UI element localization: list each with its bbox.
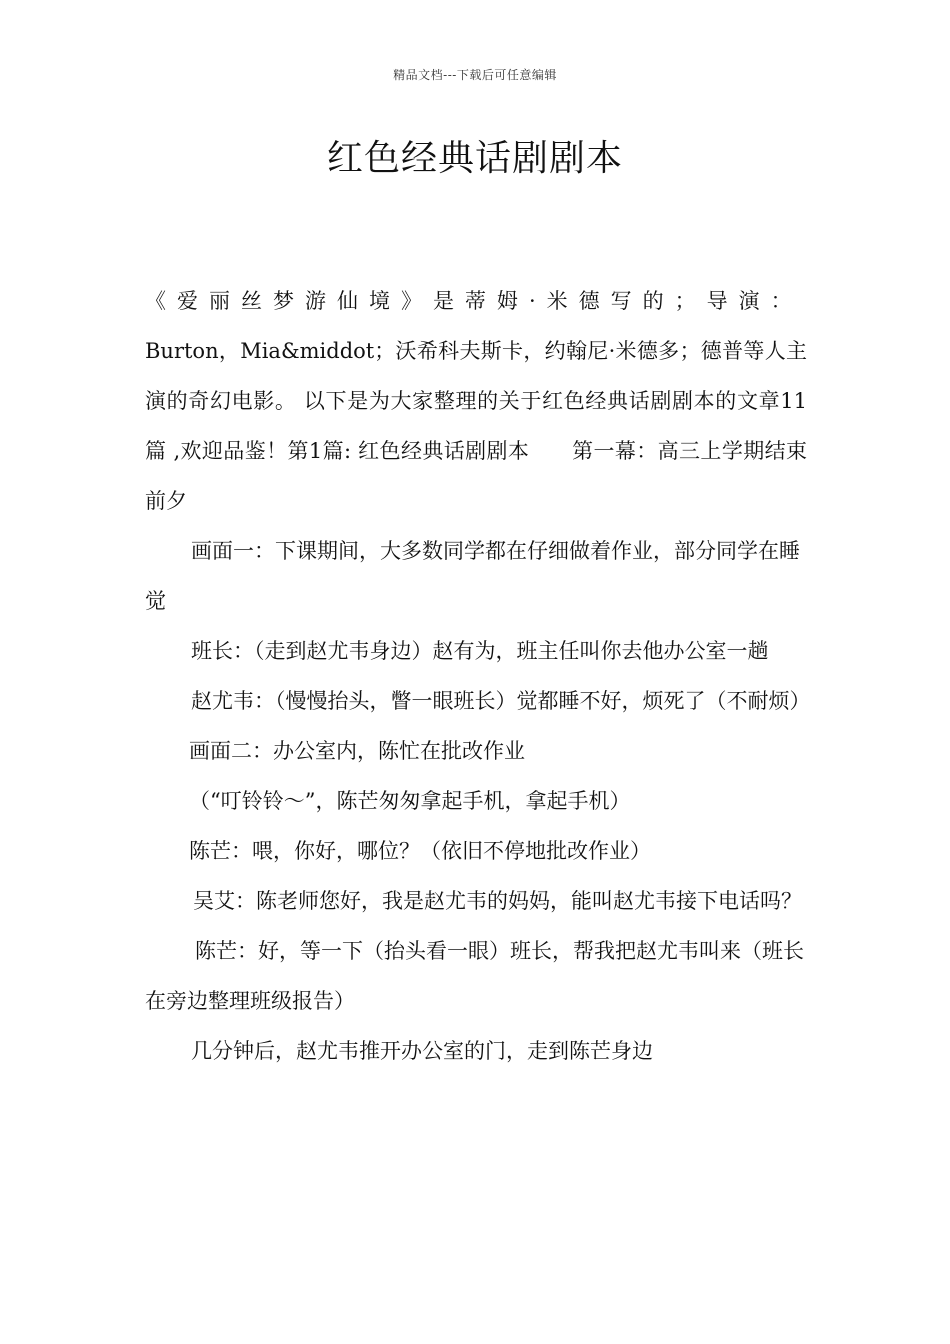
paragraph-minutes-later: 几分钟后，赵尤韦推开办公室的门，走到陈芒身边 <box>191 1039 653 1063</box>
paragraph-monitor-line: 班长：（走到赵尤韦身边）赵有为，班主任叫你去他办公室一趟 <box>191 639 769 663</box>
paragraph-scene-two: 画面二：办公室内，陈忙在批改作业 <box>189 739 525 763</box>
intro-text: Burton，Mia&middot；沃希科夫斯卡，约翰尼·米德多；德普等人主演的奇幻电影。 以下是为大家整理的关于红色经典话剧剧本的文章11篇 ,欢迎品鉴！第1篇: 红色经典话剧剧本 第一幕：高三上学期结束前夕 <box>145 339 807 513</box>
paragraph-phone-ring: （“叮铃铃～”，陈芒匆匆拿起手机，拿起手机） <box>189 789 631 813</box>
intro-paragraph <box>145 276 807 526</box>
paragraph-scene-one: 画面一：下课期间，大多数同学都在仔细做着作业，部分同学在睡觉 <box>145 539 800 613</box>
header-note: 精品文档---下载后可任意编辑 <box>393 68 557 82</box>
paragraph-wu-line: 吴艾：陈老师您好，我是赵尤韦的妈妈，能叫赵尤韦接下电话吗？ <box>193 889 802 913</box>
paragraph-chen-reply: 陈芒：好，等一下（抬头看一眼）班长，帮我把赵尤韦叫来（班长在旁边整理班级报告） <box>145 939 804 1013</box>
intro-first-line: 《爱丽丝梦游仙境》是蒂姆·米德写的；导演： <box>145 289 803 313</box>
document-title: 红色经典话剧剧本 <box>326 138 623 179</box>
document-body <box>145 276 811 1076</box>
paragraph-zhao-line: 赵尤韦：（慢慢抬头，瞥一眼班长）觉都睡不好，烦死了（不耐烦） <box>191 689 811 713</box>
paragraph-chen-line: 陈芒：喂，你好，哪位？（依旧不停地批改作业） <box>189 839 651 863</box>
